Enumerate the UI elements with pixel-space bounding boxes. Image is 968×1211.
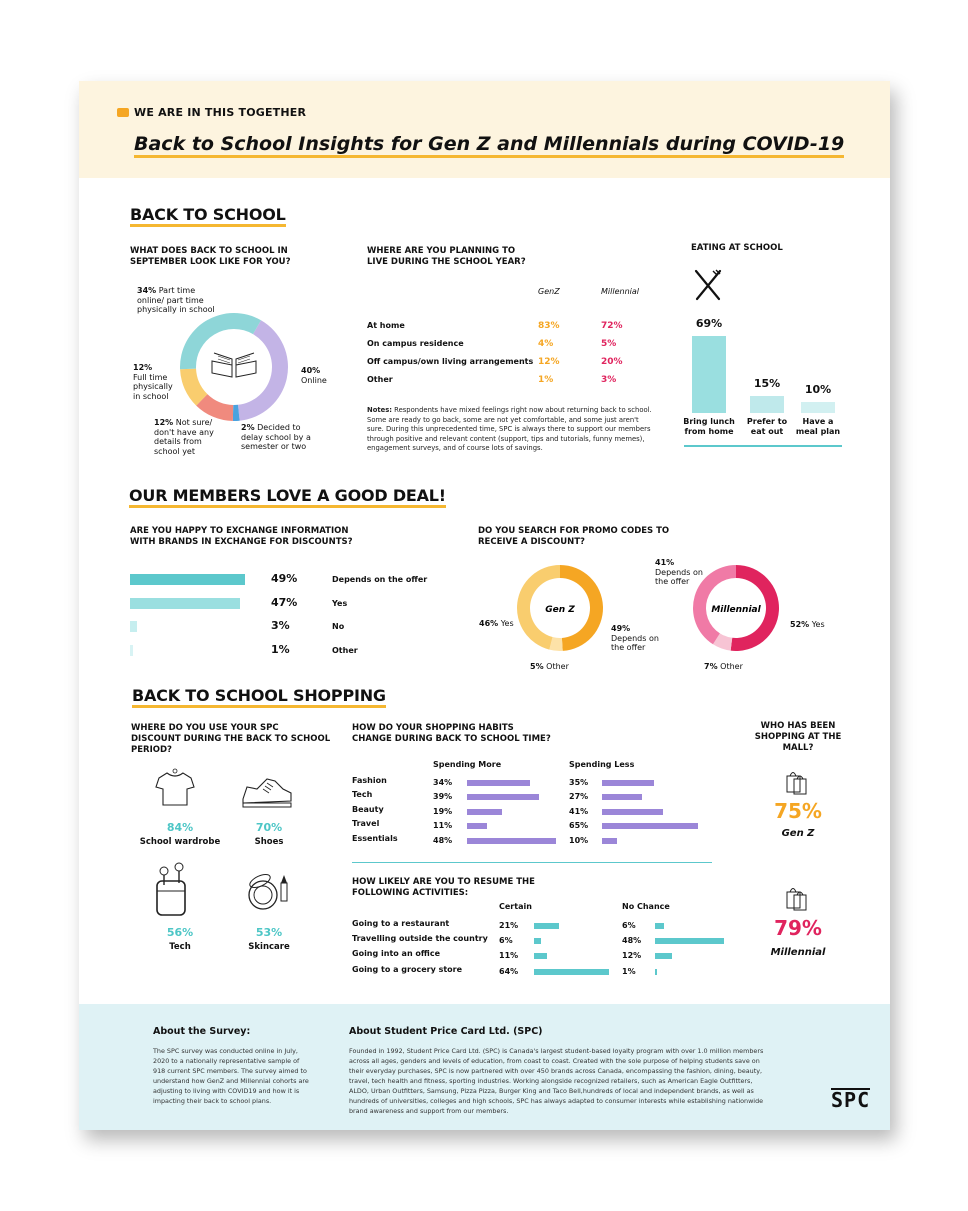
header-band bbox=[79, 81, 890, 178]
live-row-millennial: 3% bbox=[601, 375, 617, 385]
chat-bubble-icon bbox=[117, 108, 129, 117]
activity-category: Going to a grocery store bbox=[352, 965, 463, 974]
mall-millennial-label: Millennial bbox=[770, 947, 826, 958]
no-chance-value: 48% bbox=[622, 936, 642, 945]
section-heading-shopping: BACK TO SCHOOL SHOPPING bbox=[132, 687, 386, 708]
live-row-millennial: 20% bbox=[601, 357, 623, 367]
discount-item-pct: 70% bbox=[255, 821, 283, 834]
label-pct: 49% bbox=[611, 624, 631, 633]
about-survey-title: About the Survey: bbox=[153, 1026, 251, 1037]
mill-other-label bbox=[704, 662, 743, 672]
label-line: Prefer to bbox=[746, 417, 788, 426]
label-text: Depends on bbox=[655, 567, 703, 577]
mall-millennial-pct: 79% bbox=[774, 916, 822, 940]
donut1-slices bbox=[180, 313, 288, 421]
label-text: Part time bbox=[158, 286, 196, 295]
exchange-bar bbox=[130, 574, 245, 585]
exchange-bar-label: Yes bbox=[332, 599, 348, 608]
habit-category: Fashion bbox=[352, 776, 387, 785]
millennial-donut bbox=[691, 563, 781, 653]
label-text: Depends on bbox=[611, 633, 659, 643]
live-row-label: Other bbox=[367, 375, 393, 384]
certain-value: 11% bbox=[499, 951, 519, 960]
page-title: Back to School Insights for Gen Z and Millennials during COVID-19 bbox=[134, 133, 844, 158]
habit-category: Beauty bbox=[352, 805, 384, 814]
eating-bar bbox=[750, 396, 784, 413]
about-spc-title: About Student Price Card Ltd. (SPC) bbox=[349, 1026, 543, 1037]
spc-logo: SPC bbox=[831, 1088, 871, 1112]
question-promo-codes: DO YOU SEARCH FOR PROMO CODES TO RECEIVE A DISCOUNT? bbox=[478, 526, 670, 547]
label-text: school yet bbox=[154, 446, 195, 456]
fork-knife-icon bbox=[693, 269, 723, 301]
mall-genz-label: Gen Z bbox=[781, 828, 815, 839]
label-text: Full time bbox=[133, 372, 168, 382]
label-text: don't have any bbox=[154, 427, 214, 437]
label-text: Yes bbox=[500, 619, 514, 628]
label-text: the offer bbox=[611, 643, 646, 652]
genz-center-label: Gen Z bbox=[545, 605, 575, 615]
discount-item-pct: 53% bbox=[255, 926, 283, 939]
live-row-label: On campus residence bbox=[367, 339, 464, 348]
spending-less-bar bbox=[602, 838, 617, 844]
notes-body: Respondents have mixed feelings right now about returning back to school. Some are ready to go back, some are not yet comfortable, and some just aren't sure. During this unprecedented time, SPC is always there to support our members through positive and relevant content (support, tips and tutorials, funny memes), engagement surveys, and of course lots of savings. bbox=[367, 406, 652, 452]
eating-bar-value: 69% bbox=[695, 316, 723, 330]
question-back-to-school: WHAT DOES BACK TO SCHOOL IN SEPTEMBER LOOK LIKE FOR YOU? bbox=[130, 246, 291, 267]
label-line: Have a bbox=[802, 417, 834, 426]
activity-category: Going into an office bbox=[352, 949, 441, 958]
discount-item-label: Tech bbox=[169, 942, 191, 952]
question-eating: EATING AT SCHOOL bbox=[691, 243, 783, 253]
certain-bar bbox=[534, 969, 609, 975]
eating-bar-label bbox=[740, 417, 794, 437]
discount-item-pct: 84% bbox=[166, 821, 194, 834]
label-text: online/ part time bbox=[137, 295, 204, 305]
label-text: in school bbox=[133, 391, 169, 401]
genz-other-label bbox=[530, 662, 569, 672]
col-header-genz: GenZ bbox=[538, 287, 560, 296]
exchange-bar-label: Other bbox=[332, 646, 358, 655]
infographic-page bbox=[79, 81, 890, 1130]
spending-less-value: 65% bbox=[569, 821, 589, 830]
habit-category: Travel bbox=[352, 819, 380, 828]
live-row-millennial: 72% bbox=[601, 321, 623, 331]
donut-label-online bbox=[301, 366, 341, 385]
label-pct: 12% bbox=[133, 363, 153, 372]
shopping-bags-icon bbox=[785, 766, 809, 796]
exchange-bar bbox=[130, 645, 133, 656]
series-header-spending-less: Spending Less bbox=[569, 760, 635, 769]
no-chance-bar bbox=[655, 969, 657, 975]
eating-bar-value: 15% bbox=[753, 377, 781, 391]
label-pct: 7% bbox=[704, 662, 718, 671]
eating-bar bbox=[692, 336, 726, 413]
no-chance-bar bbox=[655, 953, 672, 959]
live-row-millennial: 5% bbox=[601, 339, 617, 349]
live-row-genz: 83% bbox=[538, 321, 560, 331]
donut-label-not-sure bbox=[154, 418, 229, 456]
earbuds-case-icon bbox=[153, 861, 189, 919]
eating-bar bbox=[801, 402, 835, 413]
no-chance-value: 1% bbox=[622, 967, 636, 976]
label-text: the offer bbox=[655, 577, 690, 586]
question-spc-discount: WHERE DO YOU USE YOUR SPC DISCOUNT DURING THE BACK TO SCHOOL PERIOD? bbox=[131, 723, 331, 755]
spending-less-value: 35% bbox=[569, 778, 589, 787]
label-pct: 2% bbox=[241, 423, 255, 432]
certain-bar bbox=[534, 923, 559, 929]
donut-label-part-time bbox=[137, 286, 227, 315]
spending-less-value: 10% bbox=[569, 836, 589, 845]
spending-more-bar bbox=[467, 780, 530, 786]
spending-more-value: 11% bbox=[433, 821, 453, 830]
exchange-bar-value: 3% bbox=[271, 619, 290, 632]
section-heading-back-to-school: BACK TO SCHOOL bbox=[130, 206, 286, 227]
spending-less-bar bbox=[602, 780, 654, 786]
spending-less-bar bbox=[602, 794, 642, 800]
activity-category: Going to a restaurant bbox=[352, 919, 450, 928]
mill-depends-label bbox=[655, 558, 703, 587]
donut-slice bbox=[238, 320, 288, 420]
discount-item-label: Shoes bbox=[254, 837, 284, 847]
question-exchange-info: ARE YOU HAPPY TO EXCHANGE INFORMATION WITH BRANDS IN EXCHANGE FOR DISCOUNTS? bbox=[130, 526, 353, 547]
label-text: Other bbox=[546, 662, 569, 671]
millennial-center-label: Millennial bbox=[711, 605, 761, 615]
certain-bar bbox=[534, 953, 547, 959]
spending-more-value: 48% bbox=[433, 836, 453, 845]
about-spc-text: Founded in 1992, Student Price Card Ltd. (SPC) is Canada's largest student-based loyalty program with over 1.0 million members across all ages, genders and levels of education, from coast to coast. Created with the sole purpose of helping students save on their everyday purchases, SPC is now partnered with over 450 brands across Canada, encompassing the fashion, dining, beauty, travel, tech health and fitness, sporting industries. Working alongside recognized retailers, such as American Eagle Outfitters, ALDO, Urban Outfitters, Samsung, Pizza Pizza, Burger King and Taco Bell,hundreds of local and independent brands, as well as hundreds of universities, colleges and high schools, SPC has always adapted to consumer interests while establishing nationwide brand awareness and support from our members. bbox=[349, 1047, 764, 1115]
live-row-label: At home bbox=[367, 321, 405, 330]
spending-less-value: 27% bbox=[569, 792, 589, 801]
label-pct: 41% bbox=[655, 558, 675, 567]
no-chance-value: 6% bbox=[622, 921, 636, 930]
exchange-bar-label: Depends on the offer bbox=[332, 575, 428, 584]
shopping-bags-icon bbox=[785, 882, 809, 912]
eating-bar-value: 10% bbox=[804, 382, 832, 396]
col-header-millennial: Millennial bbox=[601, 287, 639, 296]
label-pct: 46% bbox=[479, 619, 499, 628]
label-line: Bring lunch bbox=[683, 417, 735, 426]
label-text: Not sure/ bbox=[175, 418, 213, 427]
habit-category: Essentials bbox=[352, 834, 398, 843]
certain-value: 21% bbox=[499, 921, 519, 930]
eating-bar-label bbox=[682, 417, 736, 437]
discount-item-label: School wardrobe bbox=[139, 837, 221, 847]
no-chance-bar bbox=[655, 938, 724, 944]
about-survey-text: The SPC survey was conducted online in July, 2020 to a nationally representative sample of 918 current SPC members. The survey aimed to understand how GenZ and Millennial cohorts are adjusting to living with COVID19 and how it is impacting their back to school plans. bbox=[153, 1047, 309, 1105]
spending-less-value: 41% bbox=[569, 807, 589, 816]
label-pct: 34% bbox=[137, 286, 157, 295]
open-book-icon bbox=[212, 353, 256, 377]
label-text: Other bbox=[720, 662, 743, 671]
no-chance-bar bbox=[655, 923, 664, 929]
divider bbox=[684, 445, 842, 447]
compact-lipstick-icon bbox=[245, 869, 291, 915]
spending-more-value: 34% bbox=[433, 778, 453, 787]
spending-more-bar bbox=[467, 838, 556, 844]
series-header-no-chance: No Chance bbox=[622, 902, 670, 911]
spending-more-bar bbox=[467, 794, 539, 800]
discount-item-label: Skincare bbox=[248, 942, 290, 952]
label-text: Decided to bbox=[257, 423, 301, 432]
discount-item-pct: 56% bbox=[166, 926, 194, 939]
genz-yes-label bbox=[479, 619, 514, 629]
genz-depends-label bbox=[611, 624, 659, 653]
label-pct: 52% bbox=[790, 620, 810, 629]
label-text: semester or two bbox=[241, 442, 307, 451]
label-text: details from bbox=[154, 437, 202, 446]
exchange-bar-value: 49% bbox=[271, 572, 298, 585]
mill-yes-label bbox=[790, 620, 825, 630]
label-line: from home bbox=[684, 427, 734, 436]
live-row-genz: 1% bbox=[538, 375, 554, 385]
label-text: physically bbox=[133, 382, 173, 391]
no-chance-value: 12% bbox=[622, 951, 642, 960]
series-header-spending-more: Spending More bbox=[433, 760, 502, 769]
notes-label: Notes: bbox=[367, 406, 392, 414]
label-pct: 40% bbox=[301, 366, 321, 375]
sneaker-icon bbox=[239, 775, 295, 811]
question-resume-activities: HOW LIKELY ARE YOU TO RESUME THE FOLLOWING ACTIVITIES: bbox=[352, 877, 535, 898]
spending-less-bar bbox=[602, 809, 663, 815]
live-row-genz: 12% bbox=[538, 357, 560, 367]
series-header-certain: Certain bbox=[499, 902, 532, 911]
donut-slice bbox=[180, 313, 261, 369]
habit-category: Tech bbox=[352, 790, 373, 799]
certain-bar bbox=[534, 938, 541, 944]
certain-value: 64% bbox=[499, 967, 519, 976]
activity-category: Travelling outside the country bbox=[352, 934, 488, 943]
section-heading-good-deal: OUR MEMBERS LOVE A GOOD DEAL! bbox=[129, 487, 446, 508]
mall-genz-pct: 75% bbox=[774, 799, 822, 823]
label-line: meal plan bbox=[795, 427, 841, 436]
question-where-to-live: WHERE ARE YOU PLANNING TO LIVE DURING THE SCHOOL YEAR? bbox=[367, 246, 526, 267]
certain-value: 6% bbox=[499, 936, 513, 945]
spending-more-bar bbox=[467, 809, 502, 815]
eyebrow-text: WE ARE IN THIS TOGETHER bbox=[134, 106, 307, 119]
label-text: Yes bbox=[811, 620, 825, 629]
footer-band bbox=[79, 1004, 890, 1130]
notes-text bbox=[367, 406, 652, 454]
exchange-bar bbox=[130, 598, 240, 609]
spending-less-bar bbox=[602, 823, 698, 829]
question-mall: WHO HAS BEEN SHOPPING AT THE MALL? bbox=[754, 721, 842, 753]
label-line: eat out bbox=[750, 427, 784, 436]
label-pct: 12% bbox=[154, 418, 174, 427]
eating-bar-label bbox=[791, 417, 845, 437]
label-text: delay school by a bbox=[241, 432, 311, 442]
donut-label-delay bbox=[241, 423, 321, 452]
divider bbox=[352, 862, 712, 863]
exchange-bar-value: 1% bbox=[271, 643, 290, 656]
live-row-genz: 4% bbox=[538, 339, 554, 349]
spending-more-value: 39% bbox=[433, 792, 453, 801]
label-text: Online bbox=[301, 375, 327, 385]
spending-more-bar bbox=[467, 823, 487, 829]
exchange-bar bbox=[130, 621, 137, 632]
spending-more-value: 19% bbox=[433, 807, 453, 816]
label-text: physically in school bbox=[137, 305, 215, 314]
exchange-bar-label: No bbox=[332, 622, 345, 631]
genz-donut bbox=[515, 563, 605, 653]
tshirt-icon bbox=[154, 767, 196, 809]
exchange-bar-value: 47% bbox=[271, 596, 298, 609]
label-pct: 5% bbox=[530, 662, 544, 671]
live-row-label: Off campus/own living arrangements bbox=[367, 357, 534, 366]
question-shopping-habits: HOW DO YOUR SHOPPING HABITS CHANGE DURING BACK TO SCHOOL TIME? bbox=[352, 723, 551, 744]
donut-label-full-time bbox=[133, 363, 193, 401]
